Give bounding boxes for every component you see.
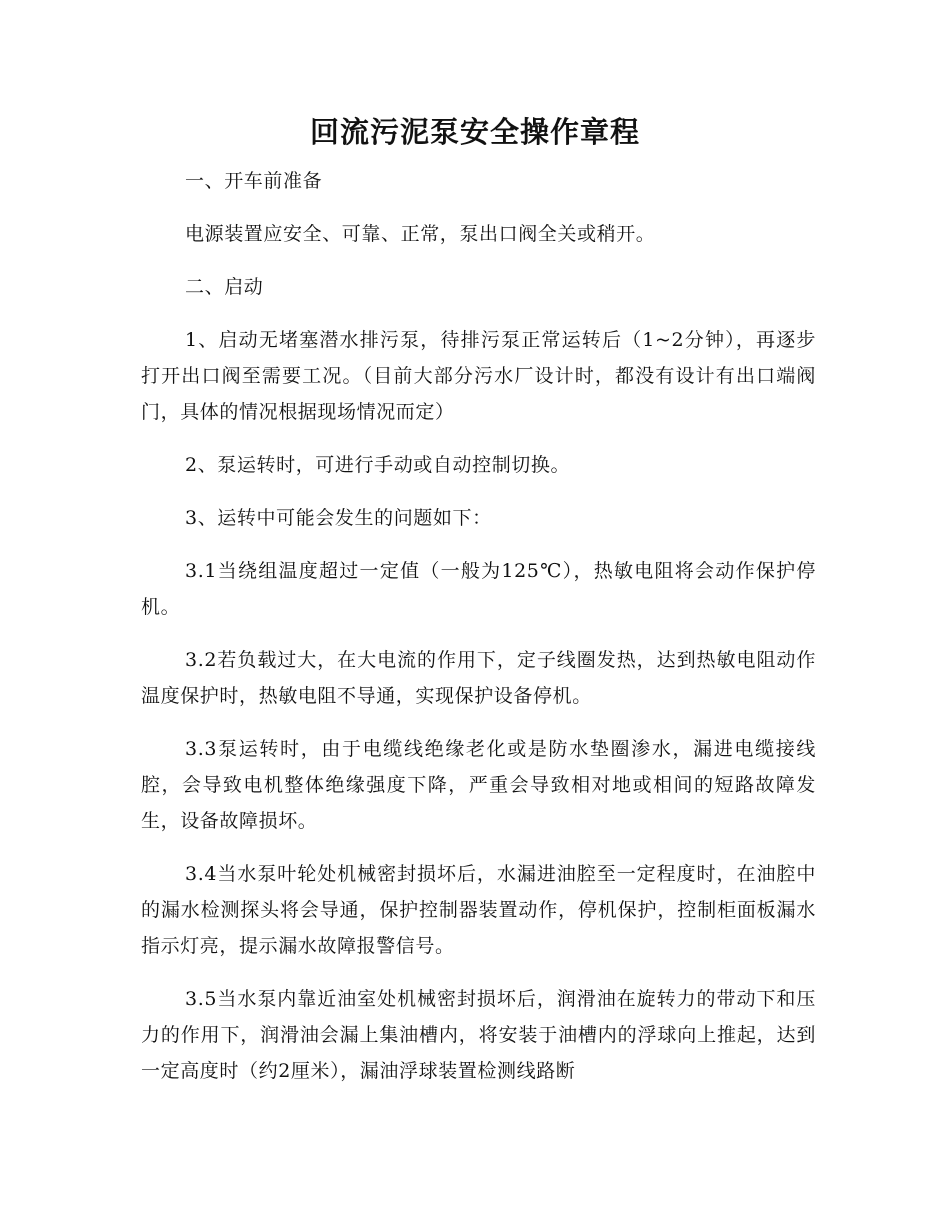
paragraph-item-3-4: 3.4当水泵叶轮处机械密封损坏后，水漏进油腔至一定程度时，在油腔中的漏水检测探头将会导通，保护控制器装置动作，停机保护，控制柜面板漏水指示灯亮，提示漏水故障报警信号。 [141,863,816,957]
paragraph-item-3-5: 3.5当水泵内靠近油室处机械密封损坏后，润滑油在旋转力的带动下和压力的作用下，润滑油会漏上集油槽内，将安装于油槽内的浮球向上推起，达到一定高度时（约2厘米），漏油浮球装置检测线路断 [141,988,816,1082]
paragraph-power-supply: 电源装置应安全、可靠、正常，泵出口阀全关或稍开。 [185,223,656,245]
document-body [141,163,816,1106]
paragraph-step-1: 1、启动无堵塞潜水排污泵，待排污泵正常运转后（1~2分钟），再逐步打开出口阀至需要工况。（目前大部分污水厂设计时，都没有设计有出口端阀门，具体的情况根据现场情况而定） [141,329,816,423]
paragraph-step-2: 2、泵运转时，可进行手动或自动控制切换。 [185,454,571,476]
document-title: 回流污泥泵安全操作章程 [309,115,640,149]
paragraph-item-3-2: 3.2若负载过大，在大电流的作用下，定子线圈发热，达到热敏电阻动作温度保护时，热敏电阻不导通，实现保护设备停机。 [141,649,816,707]
section-heading-preparation: 一、开车前准备 [185,170,323,192]
paragraph-item-3-1: 3.1当绕组温度超过一定值（一般为125℃），热敏电阻将会动作保护停机。 [141,560,816,618]
paragraph-item-3-3: 3.3泵运转时，由于电缆线绝缘老化或是防水垫圈渗水，漏进电缆接线腔，会导致电机整体绝缘强度下降，严重会导致相对地或相间的短路故障发生，设备故障损坏。 [141,738,816,832]
section-heading-startup: 二、启动 [185,276,264,298]
paragraph-step-3: 3、运转中可能会发生的问题如下： [185,507,492,529]
